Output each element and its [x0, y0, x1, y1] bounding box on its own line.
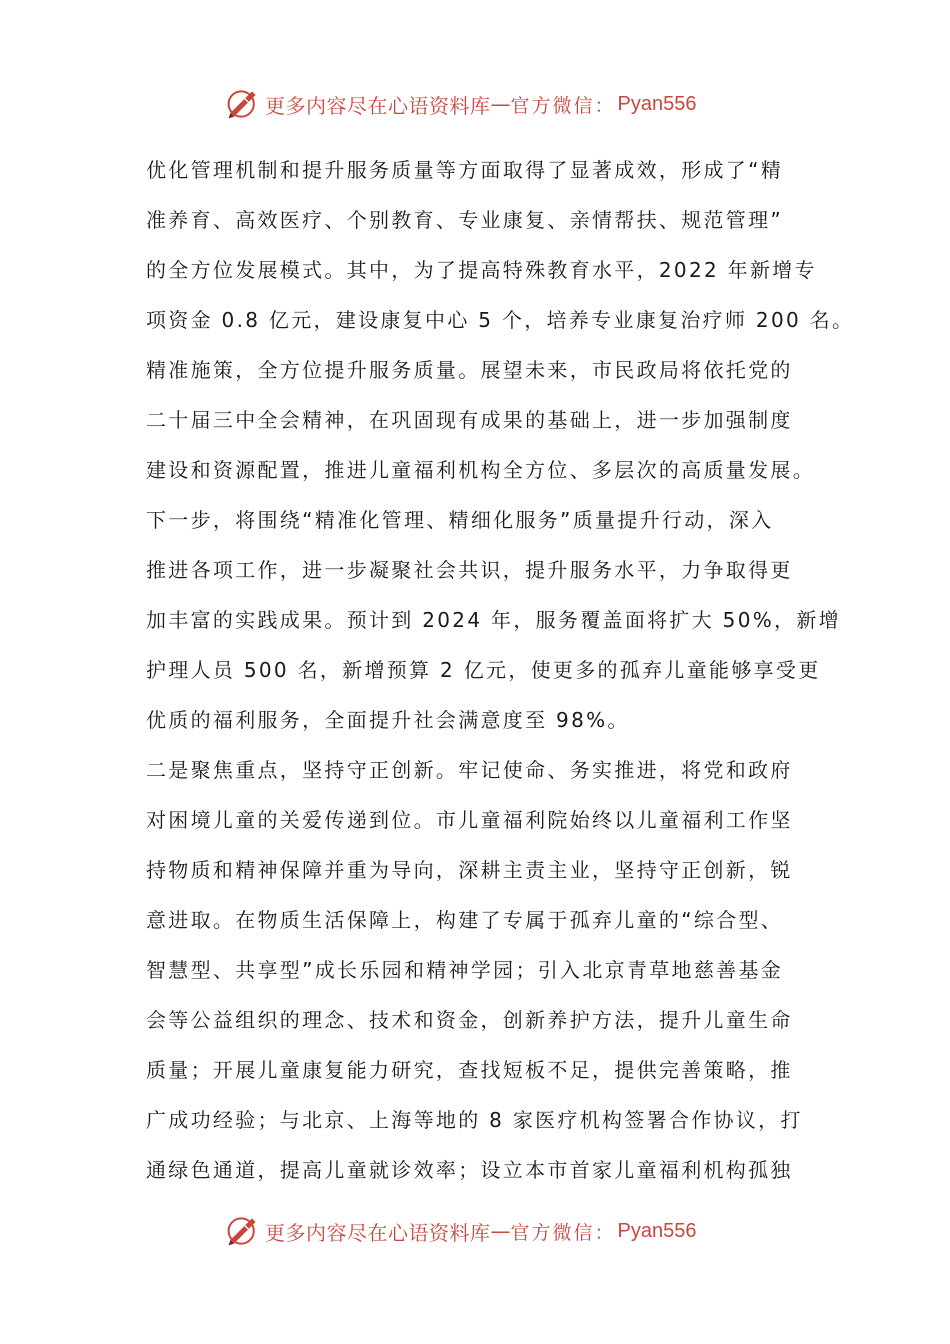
text-line: 项资金 0.8 亿元，建设康复中心 5 个，培养专业康复治疗师 200 名。 [146, 308, 855, 332]
pen-logo-icon [225, 86, 261, 122]
banner-wechat-label: 官方微信： [510, 1221, 616, 1244]
banner-separator: — [490, 1219, 511, 1243]
banner-wechat-id: Pyan556 [617, 1219, 697, 1242]
text-line: 会等公益组织的理念、技术和资金，创新养护方法，提升儿童生命 [146, 1008, 793, 1032]
banner-lead-text: 更多内容尽在心语资料库 [265, 93, 491, 118]
text-line: 准养育、高效医疗、个别教育、专业康复、亲情帮扶、规范管理” [146, 208, 784, 232]
text-line: 广成功经验；与北京、上海等地的 8 家医疗机构签署合作协议，打 [146, 1108, 803, 1132]
text-line: 护理人员 500 名，新增预算 2 亿元，使更多的孤弃儿童能够享受更 [146, 658, 821, 682]
text-line: 精准施策，全方位提升服务质量。展望未来，市民政局将依托党的 [146, 358, 793, 382]
text-line: 质量；开展儿童康复能力研究，查找短板不足，提供完善策略，推 [146, 1058, 793, 1082]
text-line: 推进各项工作，进一步凝聚社会共识，提升服务水平，力争取得更 [146, 558, 793, 582]
footer-banner [225, 1211, 696, 1251]
text-line: 建设和资源配置，推进儿童福利机构全方位、多层次的高质量发展。 [146, 458, 815, 482]
text-line: 持物质和精神保障并重为导向，深耕主责主业，坚持守正创新，锐 [146, 858, 793, 882]
header-banner [225, 84, 696, 124]
text-line: 二十届三中全会精神，在巩固现有成果的基础上，进一步加强制度 [146, 408, 793, 432]
text-line: 通绿色通道，提高儿童就诊效率；设立本市首家儿童福利机构孤独 [146, 1158, 793, 1182]
text-line: 二是聚焦重点，坚持守正创新。牢记使命、务实推进，将党和政府 [146, 758, 793, 782]
text-line: 下一步，将围绕“精准化管理、精细化服务”质量提升行动，深入 [146, 508, 774, 532]
banner-wechat-id: Pyan556 [617, 92, 697, 115]
banner-separator: — [490, 92, 511, 116]
document-body [146, 150, 855, 1200]
text-line: 加丰富的实践成果。预计到 2024 年，服务覆盖面将扩大 50%，新增 [146, 608, 841, 632]
pen-logo-icon [225, 1213, 261, 1249]
text-line: 优质的福利服务，全面提升社会满意度至 98%。 [146, 708, 630, 732]
banner-wechat-label: 官方微信： [510, 94, 616, 117]
text-line: 的全方位发展模式。其中，为了提高特殊教育水平，2022 年新增专 [146, 258, 817, 282]
banner-lead-text: 更多内容尽在心语资料库 [265, 1220, 491, 1245]
text-line: 智慧型、共享型”成长乐园和精神学园；引入北京青草地慈善基金 [146, 958, 784, 982]
text-line: 优化管理机制和提升服务质量等方面取得了显著成效，形成了“精 [146, 158, 784, 182]
text-line: 对困境儿童的关爱传递到位。市儿童福利院始终以儿童福利工作坚 [146, 808, 793, 832]
text-line: 意进取。在物质生活保障上，构建了专属于孤弃儿童的“综合型、 [146, 908, 784, 932]
